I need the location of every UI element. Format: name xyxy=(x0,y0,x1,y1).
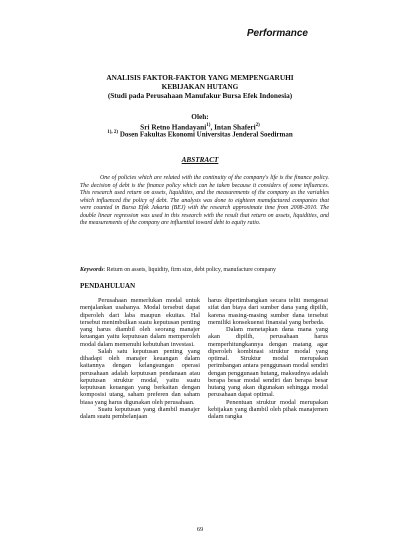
left-paragraph-3: Suatu keputusan yang diambil manajer dalam suatu pembelanjaan xyxy=(80,405,200,420)
keywords-text: : Return on assets, liquidity, firm size, debt policy, manufacture company xyxy=(103,267,276,273)
author-separator: , xyxy=(210,122,215,132)
abstract-heading: ABSTRACT xyxy=(181,156,219,164)
author-2: Intan Shaferi xyxy=(214,122,256,132)
page-number: 69 xyxy=(196,526,204,533)
right-column xyxy=(208,297,328,420)
left-column xyxy=(80,297,200,420)
right-paragraph-1: harus dipertimbangkan secara teliti mengenai sifat dan biaya dari sumber dana yang dipilih, karena masing-masing sumber dana tersebut memiliki konsekuensi finansial yang berbeda. xyxy=(208,297,328,326)
author-1-sup: 1) xyxy=(206,123,211,128)
journal-name: Performance xyxy=(246,28,308,39)
title-line-2: KEBIJAKAN HUTANG xyxy=(161,82,239,91)
authors-label: Oleh: xyxy=(191,112,209,121)
keywords xyxy=(80,267,330,275)
authors-block xyxy=(75,112,325,131)
right-paragraph-3: Penentuan struktur modal merupakan kebijakan yang diambil oleh pihak manajemen dalam rangka xyxy=(208,398,328,420)
section-heading: PENDAHULUAN xyxy=(80,282,136,290)
affiliation-text: Dosen Fakultas Ekonomi Universitas Jenderal Soedirman xyxy=(118,130,293,139)
left-paragraph-1: Perusahaan memerlukan modal untuk menjalankan usahanya. Modal tersebut dapat diperoleh dari laba maupun ekuitas. Hal tersebut menimbulkan suatu keputusan penting yang harus diambil oleh seorang manajer keuangan yaitu keputusan dalam memperoleh modal dalam memenuhi kebutuhan investasi. xyxy=(80,297,200,348)
author-2-sup: 2) xyxy=(255,123,260,128)
affiliation-sup: 1), 2) xyxy=(107,130,119,135)
author-1: Sri Retno Handayani xyxy=(140,122,207,132)
keywords-label: Keywords xyxy=(80,267,104,273)
left-paragraph-2: Salah satu keputusan penting yang dihadapi oleh manajer keuangan dalam kaitannya dengan kelangsungan operasi perusahaan adalah keputusan pendanaan atau keputusan struktur modal, yaitu suatu keputusan keuangan yang berkaitan dengan komposisi utang, saham preferen dan saham biasa yang harus digunakan oleh perusahaan. xyxy=(80,347,200,406)
right-paragraph-2: Dalam menetapkan dana mana yang akan dipilih, perusahaan harus memperhitungkannya dengan matang agar diperoleh kombinasi struktur modal yang optimal. Struktur modal merupakan perimbangan antara penggunaan modal sendiri dengan penggunaan hutang, maksudnya adalah berapa besar modal sendiri dan berapa besar hutang yang akan digunakan sehingga modal perusahaan dapat optimal. xyxy=(208,326,328,399)
abstract-text: One of policies which are related with the continuity of the company's life is the finance policy. The decision of debt is the finance policy which can be taken because it considers of some influences. This research used return on assets, liquidities, and the measurements of the company as the variables which influenced the policy of debt. The analysis was done to eighteen manufactured companies that were counted in Bursa Efek Jakarta (BEJ) with the research approximate time from 2008-2010. The double linear regression was used in this research with the result that return on assets, liquidities, and the measurements of the company are influential toward debt to equity ratio. xyxy=(80,175,329,226)
title-line-1: ANALISIS FAKTOR-FAKTOR YANG MEMPENGARUHI xyxy=(106,73,294,82)
article-title xyxy=(75,73,325,100)
affiliation xyxy=(60,130,340,138)
title-line-3: (Studi pada Perusahaan Manufakur Bursa Efek Indonesia) xyxy=(107,91,293,100)
